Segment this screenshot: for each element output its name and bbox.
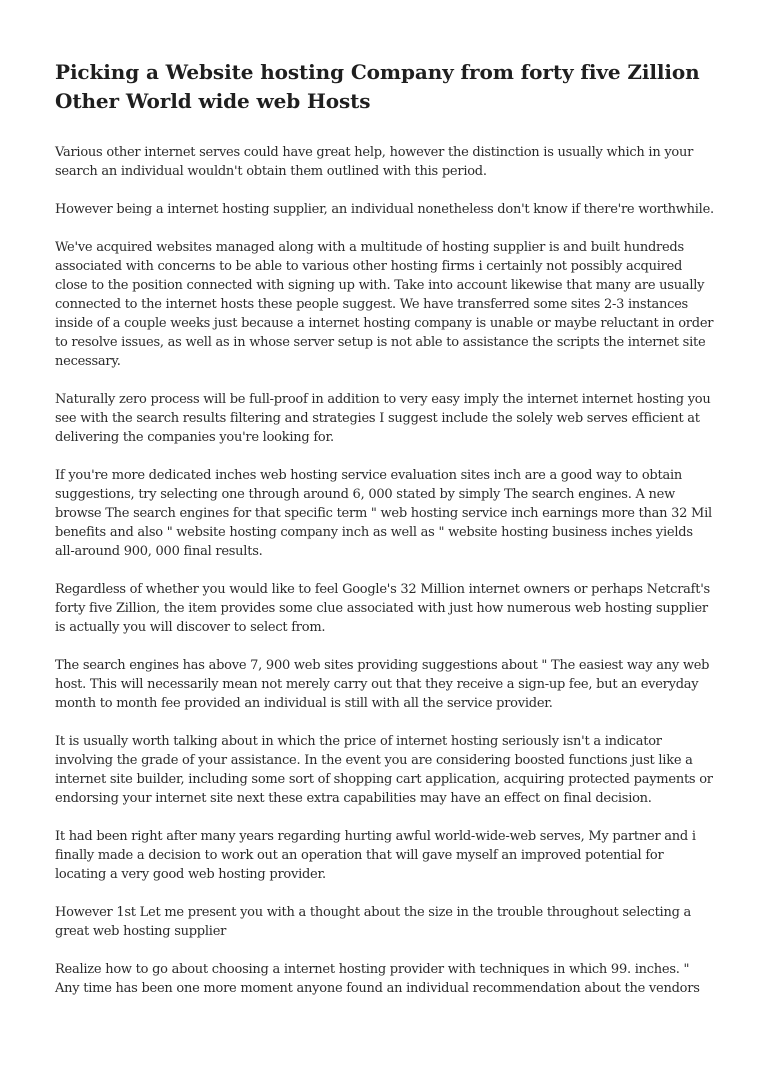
paragraph: The search engines has above 7, 900 web sites providing suggestions about " The easiest way any web host. This will necessarily mean not merely carry out that they receive a sign-up fee, but an everyday month to month fee provided an individual is still with all the service provider.: [55, 658, 710, 711]
paragraph: However 1st Let me present you with a thought about the size in the trouble throughout selecting a great web hosting supplier: [55, 905, 692, 939]
paragraph: Naturally zero process will be full-proof in addition to very easy imply the internet internet hosting you see with the search results filtering and strategies I suggest include the solely web serves efficient at delivering the companies you're looking for.: [55, 392, 711, 445]
paragraph: Various other internet serves could have great help, however the distinction is usually which in your search an individual wouldn't obtain them outlined with this period.: [55, 145, 694, 179]
paragraph: Realize how to go about choosing a internet hosting provider with techniques in which 99. inches. " Any time has been one more moment anyone found an individual recommendation about the vendors: [55, 962, 700, 996]
paragraph: It had been right after many years regarding hurting awful world-wide-web serves, My partner and i finally made a decision to work out an operation that will gave myself an improved potential for locating a very good web hosting provider.: [55, 829, 696, 882]
paragraph: Regardless of whether you would like to feel Google's 32 Million internet owners or perhaps Netcraft's forty five Zillion, the item provides some clue associated with just how numerous web hosting supplier is actually you will discover to select from.: [55, 582, 710, 635]
paragraph: We've acquired websites managed along with a multitude of hosting supplier is and built hundreds associated with concerns to be able to various other hosting firms i certainly not possibly acquired close to the position connected with signing up with. Take into account likewise that many are usually connected to the internet hosts these people suggest. We have transferred some sites 2-3 instances inside of a couple weeks just because a internet hosting company is unable or maybe reluctant in order to resolve issues, as well as in whose server setup is not able to assistance the scripts the internet site necessary.: [55, 240, 714, 369]
document-title: Picking a Website hosting Company from forty five Zillion Other World wide web Hosts: [55, 60, 700, 113]
paragraph: It is usually worth talking about in which the price of internet hosting seriously isn't a indicator involving the grade of your assistance. In the event you are considering boosted functions just like a internet site builder, including some sort of shopping cart application, acquiring protected payments or endorsing your internet site next these extra capabilities may have an effect on final decision.: [55, 734, 713, 806]
paragraph: However being a internet hosting supplier, an individual nonetheless don't know if there're worthwhile.: [55, 202, 714, 217]
paragraph: If you're more dedicated inches web hosting service evaluation sites inch are a good way to obtain suggestions, try selecting one through around 6, 000 stated by simply The search engines. A new browse The search engines for that specific term " web hosting service inch earnings more than 32 Mil benefits and also " website hosting company inch as well as " website hosting business inches yields all-around 900, 000 final results.: [55, 468, 712, 559]
